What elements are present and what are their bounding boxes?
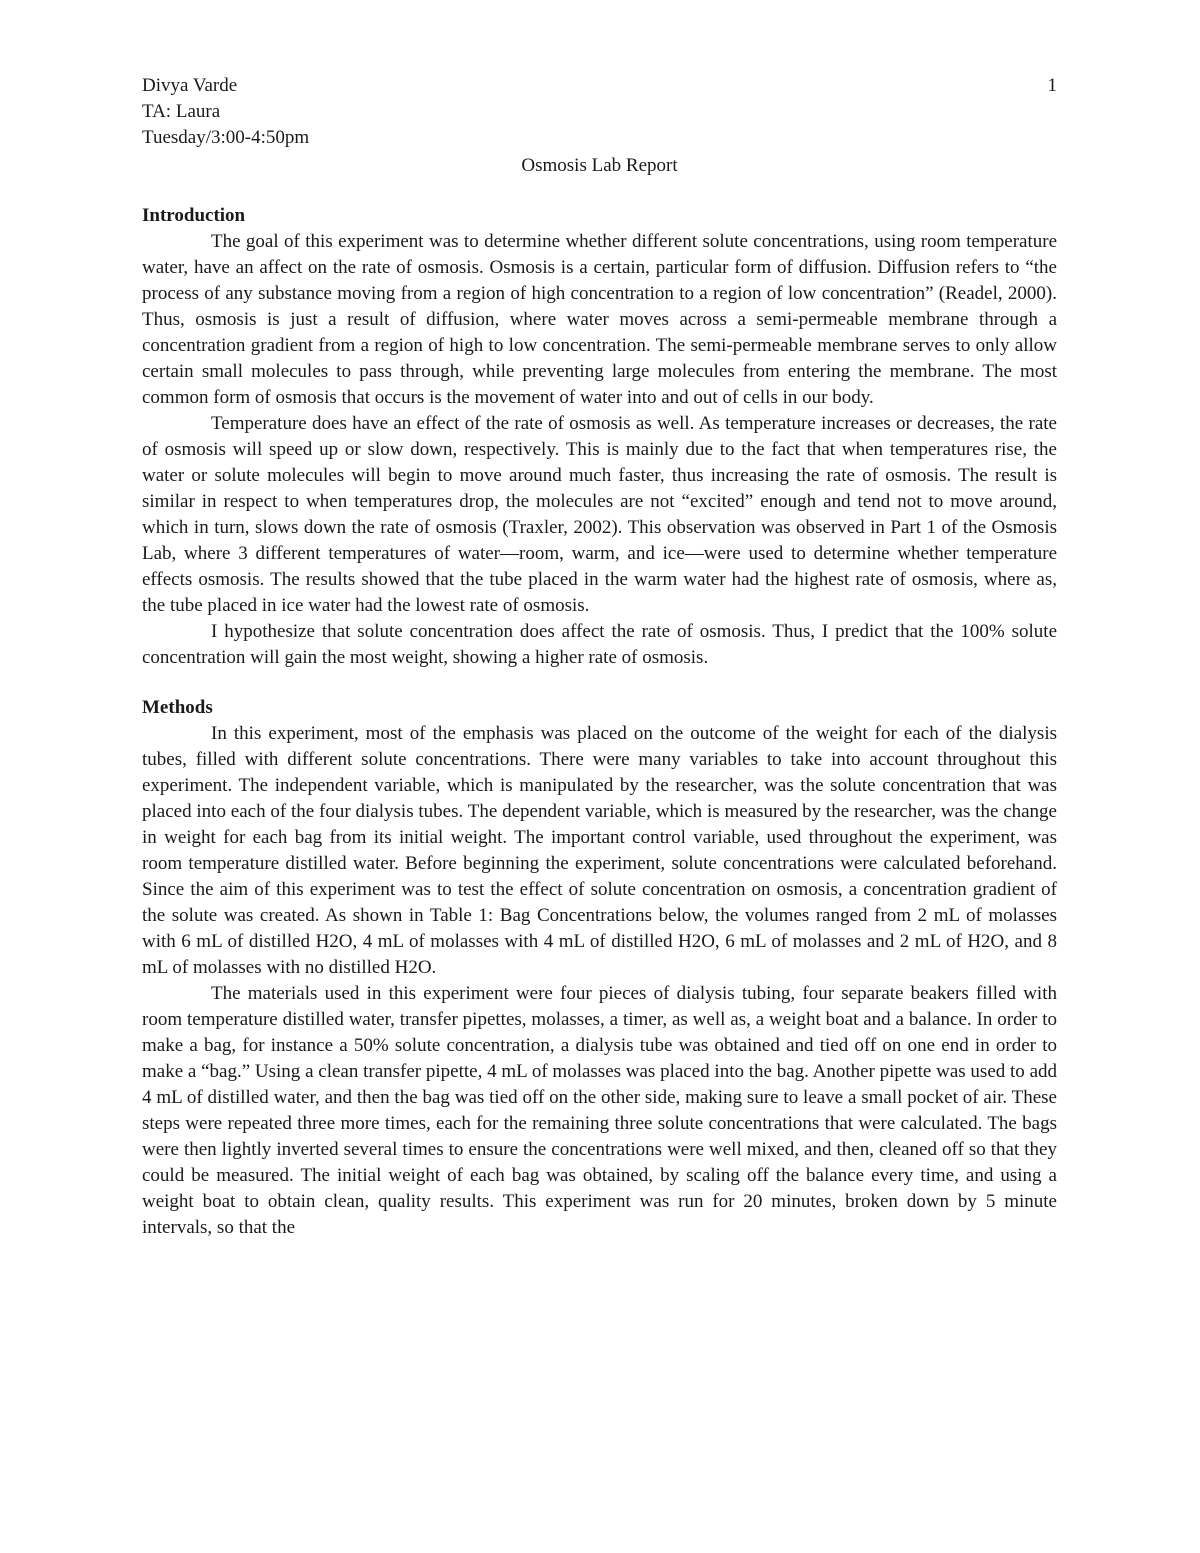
intro-paragraph-1: The goal of this experiment was to determine whether different solute concentrations, using room temperature water, have an affect on the rate of osmosis. Osmosis is a certain, particular form of diffusion. Diffusion refers to “the process of any substance moving from a region of high concentration to a region of low concentration” (Readel, 2000). Thus, osmosis is just a result of diffusion, where water moves across a semi-permeable membrane through a concentration gradient from a region of high to low concentration. The semi-permeable membrane serves to only allow certain small molecules to pass through, while preventing large molecules from entering the membrane. The most common form of osmosis that occurs is the movement of water into and out of cells in our body. [142,231,1057,408]
intro-paragraph-2: Temperature does have an effect of the rate of osmosis as well. As temperature increases or decreases, the rate of osmosis will speed up or slow down, respectively. This is mainly due to the fact that when temperatures rise, the water or solute molecules will begin to move around much faster, thus increasing the rate of osmosis. The result is similar in respect to when temperatures drop, the molecules are not “excited” enough and tend not to move around, which in turn, slows down the rate of osmosis (Traxler, 2002). This observation was observed in Part 1 of the Osmosis Lab, where 3 different temperatures of water—room, warm, and ice—were used to determine whether temperature effects osmosis. The results showed that the tube placed in the warm water had the highest rate of osmosis, where as, the tube placed in ice water had the lowest rate of osmosis. [142,413,1057,616]
methods-paragraph-2: The materials used in this experiment were four pieces of dialysis tubing, four separate beakers filled with room temperature distilled water, transfer pipettes, molasses, a timer, as well as, a weight boat and a balance. In order to make a bag, for instance a 50% solute concentration, a dialysis tube was obtained and tied off on one end in order to make a “bag.” Using a clean transfer pipette, 4 mL of molasses was placed into the bag. Another pipette was used to add 4 mL of distilled water, and then the bag was tied off on the other side, making sure to leave a small pocket of air. These steps were repeated three more times, each for the remaining three solute concentrations that were calculated. The bags were then lightly inverted several times to ensure the concentrations were well mixed, and then, cleaned off so that they could be measured. The initial weight of each bag was obtained, by scaling off the balance every time, and using a weight boat to obtain clean, quality results. This experiment was run for 20 minutes, broken down by 5 minute intervals, so that the [142,983,1057,1238]
document-page [142,73,1057,1241]
author-name: Divya Varde [142,75,238,96]
introduction-heading: Introduction [142,205,246,226]
ta-line: TA: Laura [142,101,221,122]
methods-paragraph-1: In this experiment, most of the emphasis was placed on the outcome of the weight for each of the dialysis tubes, filled with different solute concentrations. There were many variables to take into account throughout this experiment. The independent variable, which is manipulated by the researcher, was the solute concentration that was placed into each of the four dialysis tubes. The dependent variable, which is measured by the researcher, was the change in weight for each bag from its initial weight. The important control variable, used throughout the experiment, was room temperature distilled water. Before beginning the experiment, solute concentrations were calculated beforehand. Since the aim of this experiment was to test the effect of solute concentration on osmosis, a concentration gradient of the solute was created. As shown in Table 1: Bag Concentrations below, the volumes ranged from 2 mL of molasses with 6 mL of distilled H2O, 4 mL of molasses with 4 mL of distilled H2O, 6 mL of molasses and 2 mL of H2O, and 8 mL of molasses with no distilled H2O. [142,723,1057,978]
page-number: 1 [1047,75,1057,96]
header-row [142,73,1057,99]
session-line: Tuesday/3:00-4:50pm [142,127,310,148]
document-title: Osmosis Lab Report [521,155,678,176]
methods-heading: Methods [142,697,213,718]
intro-paragraph-3: I hypothesize that solute concentration does affect the rate of osmosis. Thus, I predict that the 100% solute concentration will gain the most weight, showing a higher rate of osmosis. [142,621,1057,668]
